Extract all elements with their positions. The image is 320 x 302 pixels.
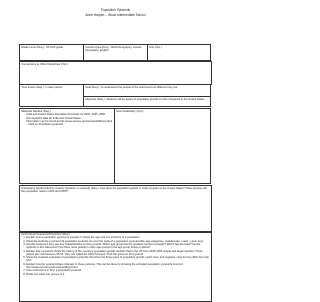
grade-level-cell: Grade Level (Req.): 7th-10th grade	[20, 45, 84, 61]
list-item	[121, 123, 209, 126]
list-item: 5. Show the students examples of population pyramids that show the three types of population growth: rapid, slow, and negative. How do they differ from the US?	[26, 256, 210, 263]
materials-cell	[20, 109, 115, 184]
vocabulary-list	[116, 113, 209, 126]
lesson-info-table	[19, 44, 211, 61]
list-item: • India and United States Population Pyramids for 2000, 2025, 2050	[26, 113, 113, 116]
materials-list	[21, 113, 113, 139]
list-item: 4. Explain that a pyramid shows the history of the country's population growth. Explain that in the US from 1945-1965 people had larger families. These people are now between 35-55. They are called the baby boomers. Find this group on the pyramid.	[26, 250, 210, 257]
document-title: Population Pyramids	[100, 8, 131, 12]
anticipatory-section	[19, 185, 212, 233]
connections-label: Connections to Other Disciplines (Opt.):	[21, 62, 69, 66]
materials-table	[19, 108, 211, 184]
connections-section	[19, 61, 212, 85]
list-item	[26, 136, 113, 139]
list-item: 3. Ask the students if they see any characteristics on this pyramid. Which age group has the greatest number of people? Which has the least? Do the students in this classroom? Are there more people in other age groups in the age group below or above?	[26, 243, 210, 250]
vocabulary-cell	[115, 109, 211, 184]
content-area-cell: Content Area (Req.): World Geography, Human Geography, English	[84, 45, 148, 61]
materials-label: Materials Needed (Req.):	[21, 109, 52, 113]
document-author: Anne Harpert – Wood Intermediate School	[85, 12, 146, 17]
objective-cell: Objective (Req.): Students will be aware of population growth in India compared to the United States.	[84, 97, 211, 107]
list-item: 2. Show the students a current US population pyramid. Go over the parts of a population pyramid (title, age categories, male/female, x-axis, y-axis, key)	[26, 240, 210, 243]
time-goal-table	[19, 84, 211, 107]
connections-list	[21, 66, 210, 76]
list-item: • Demographic data for India and United States	[26, 117, 113, 120]
list-item: 7. Give instructions to fill in a population pyramid.	[26, 269, 210, 272]
list-item	[26, 73, 210, 76]
list-item: 1. Explain how a population pyramid is created. It shows the age and sex structure of a population.	[26, 236, 210, 239]
instructional-label: Instructional Sequence/Procedure (Req.):	[21, 232, 71, 236]
vocabulary-label: New Vocabulary (Opt.):	[116, 109, 144, 113]
time-frame-cell: Time Frame (Req.): 1 class period	[20, 85, 84, 107]
list-item: • Information can be found at http://www.census.gov/ipc/www/idbnew.html – Click on Population pyramids	[26, 120, 113, 127]
instructional-steps	[21, 236, 210, 276]
list-item: 8. Divide the class into groups of 2.	[26, 273, 210, 276]
list-item: 6. Explain how the pyramid shape changes in these pictures. This can be done by showing the animated population pyramids found at http://www.census.gov/ipc/www/idbpyr.html	[26, 263, 210, 270]
unit-cell: Unit (Opt.):	[148, 45, 211, 61]
anticipatory-text: Anticipatory Set/Introduction (Inquiry Question is required) (Req.): How does the population growth in India compare to the United States? What services will the population need in 2025 and 2050?	[21, 186, 207, 194]
instructional-section	[19, 231, 212, 302]
goal-cell: Goal (Req.): To understand the people of the world and how different they are.	[84, 85, 211, 97]
